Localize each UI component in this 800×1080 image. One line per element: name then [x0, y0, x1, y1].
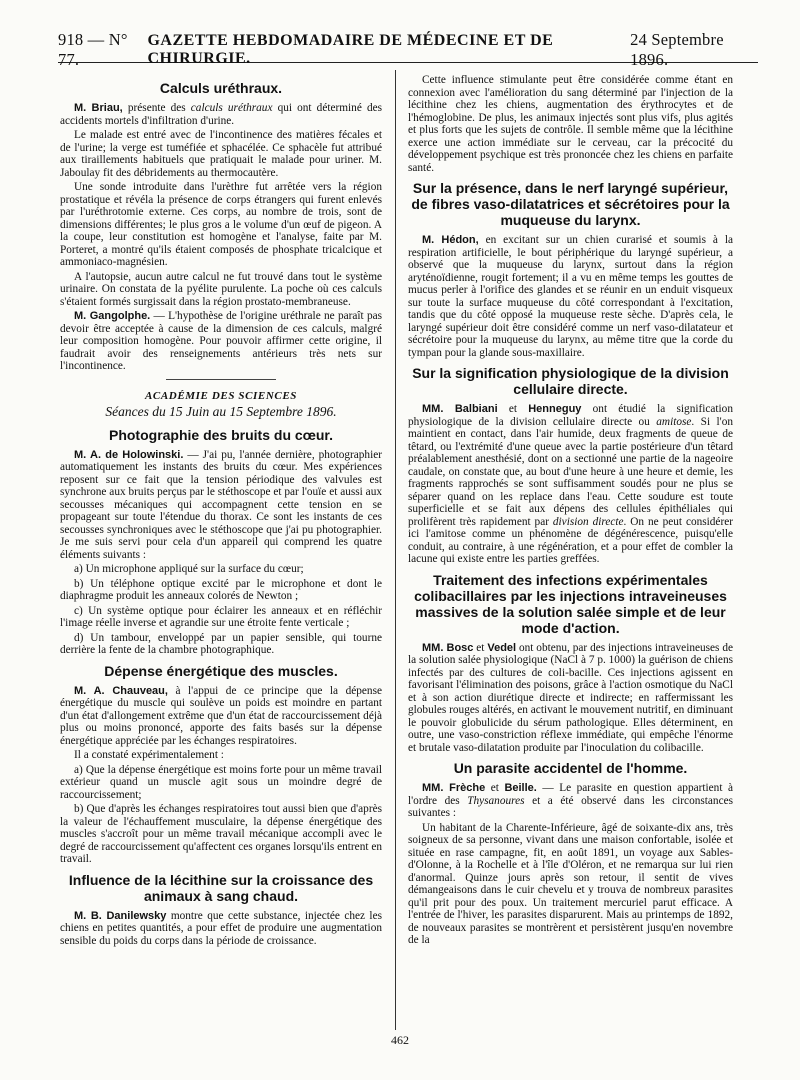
column-divider [395, 70, 396, 1030]
paragraph: Une sonde introduite dans l'urèthre fut arrêtée vers la région prostatique et révéla la présence de corps étrangers qui furent enlevés par l'uréthrotomie externe. Ces corps, au nombre de trois, sont de dimensions différentes; le plus gros a le volume d'un œuf de pigeon. A la coupe, leur constitution est homogène et l'analyse, faite par M. Porteret, a montré qu'ils étaient composés de phosphate tricalcique et ammoniaco-magnésien. [60, 181, 382, 268]
text: — L'hypothèse de l'origine uréthrale ne paraît pas devoir être acceptée à cause de la dimension de ces calculs, malgré leur composition homogène. Pour pouvoir affirmer cette origine, il faudrait avoir des renseignements antérieurs très nets sur l'incontinence. [60, 310, 383, 372]
paragraph: A l'autopsie, aucun autre calcul ne fut trouvé dans tout le système urinaire. On constata de la pyélite purulente. La poche où ces calculs s'étaient formés surgissait dans la région prostato-membraneuse. [60, 270, 382, 308]
list-item: d) Un tambour, enveloppé par un papier sensible, qui tourne derrière la fente de la chambre photographique. [60, 631, 382, 656]
paragraph [60, 310, 382, 373]
separator [166, 379, 276, 380]
section-title-division: Sur la signification physiologique de la division cellulaire directe. [412, 365, 729, 397]
academy-heading: ACADÉMIE DES SCIENCES [145, 389, 297, 402]
section-title-parasite: Un parasite accidentel de l'homme. [453, 760, 688, 776]
paragraph: Cette influence stimulante peut être considérée comme étant en connexion avec l'amélioration du sang déterminé par l'injection de la lécithine chez les chiens, augmentation des érythrocytes et de l'hémoglobine. De plus, les animaux injectés sont plus vifs, plus agités et plus forts que les sujets de contrôle. Il semble même que la lécithine exerce une action immédiate sur le cerveau, car la précocité du développement psychique est très prononcée chez les chiens en parfaite santé. [408, 74, 733, 174]
list [60, 563, 382, 657]
section-title-calculs: Calculs uréthraux. [159, 80, 283, 96]
emphasis: calculs uréthraux [190, 102, 273, 114]
paragraph [408, 782, 733, 820]
author-name: M. Gangolphe. [74, 310, 151, 322]
text: présente des [127, 102, 191, 114]
text: — J'ai pu, l'année dernière, photographier automatiquement les instants des bruits du cœur. Mes expériences reposent sur ce fait que la tension périodique des valvules est synchrone aux bruits perçus par le stéthoscope et par l'ouïe et aussi aux secousses mécaniques qui accompagnent cette tension en se propageant sur toute l'étendue du thorax. Ce sont les instants de ces secousses synchroniques avec le stéthoscope que j'ai pu photographier. Je me suis servi pour cela d'un appareil qui comprend les quatre éléments suivants : [60, 448, 382, 561]
text: montre que cette substance, injectée chez les chiens en petites quantités, a pour effet de produire une augmentation sensible du poids du corps dans la période de croissance. [60, 909, 382, 947]
text: et [473, 641, 488, 654]
emphasis: amitose [656, 415, 692, 428]
paragraph [60, 102, 382, 127]
text: à l'appui de ce principe que la dépense énergétique du muscle qui soulève un poids est moindre en partant d'un état d'allongement extrême que d'un état de raccourcissement déjà plus ou moins prononcé, apporte des faits basés sur la dépense énergétique appréciée par les échanges respiratoires. [60, 684, 382, 747]
section-title-photographie: Photographie des bruits du cœur. [108, 426, 333, 443]
author-name: MM. Frèche [422, 782, 486, 794]
list-item: b) Un téléphone optique excité par le microphone et dont le diaphragme produit les anneaux colorés de Newton ; [60, 577, 382, 602]
right-column [408, 74, 733, 949]
paragraph: Il a constaté expérimentalement : [74, 749, 224, 761]
list-item: b) Que d'après les échanges respiratoires tout aussi bien que d'après la valeur de l'échauffement musculaire, la dépense énergétique des muscles s'accroît pour un même travail mécanique accompli avec le degré de raccourcissement qu'affectent ces organes lorsqu'ils entrent en travail. [60, 803, 382, 865]
text: — Le parasite en question appartient à l'ordre des [408, 782, 733, 807]
text: et [485, 782, 505, 794]
text: ont obtenu, par des injections intraveineuses de la solution salée physiologique (NaCl à 7 p. 1000) la guérison de chiens infectés par des cultures de coli-bacille. Ces injections agissent en favorisant l'élimination des poisons, grâce à l'action osmotique du NaCl et à son action diurétique directe et indirecte; en raffermissant les globules rouges altérés, en activant le mouvement nutritif, en diminuant le pouvoir globulicide du sérum pathologique. Elles déterminent, en outre, une vaso-constriction réflexe immédiate, qui empêche l'énorme et brutale vaso-dilatation produite par l'inoculation du colibacille. [408, 641, 733, 754]
paragraph [60, 449, 382, 562]
author-name: Beille. [504, 782, 537, 794]
paragraph [60, 910, 382, 948]
author-name: Vedel [487, 641, 517, 654]
text: . Si l'on maintient en contact, dans l'air humide, deux fragments de queue de têtard, ou l'extrémité d'une queue avec la partie postérieure d'un têtard préalablement anesthésié, dont on a sectionné une partie de la nageoire caudale, on constate que, au bout d'une heure à une heure et demie, les fragments rapprochés se sont suffisamment soudés pour ne plus se séparer quand on les replace dans l'eau. Cette soudure est toute superficielle et se fait aux dépens des cellules épithéliales qui prolifèrent très rapidement par [408, 415, 733, 528]
paragraph [408, 403, 733, 566]
header-page-issue: 918 — N° 77. [58, 30, 128, 69]
emphasis: division directe [552, 515, 624, 528]
text: en excitant sur un chien curarisé et soumis à la respiration artificielle, le bout périphérique du laryngé supérieur, a observé que la muqueuse du larynx, surtout dans la région aryténoïdienne, rougit fortement; il a vu en même temps les gouttes de mucus perler à l'orifice des glandes et se réunir en un enduit visqueux sur toute la surface muqueuse du côté correspondant à l'excitation, tandis que du côté opposé la muqueuse reste sèche. D'après cela, le laryngé supérieur doit être considéré comme un nerf vaso-dilatateur et sécrétoire pour la muqueuse du larynx, au même titre que la corde du tympan pour la glande sous-maxillaire. [408, 234, 733, 359]
list-item: a) Un microphone appliqué sur la surface du cœur; [74, 563, 304, 575]
page-number: 462 [391, 1033, 409, 1047]
section-title-larynge: Sur la présence, dans le nerf laryngé supérieur, de fibres vaso-dilatatrices et sécrétoires pour la muqueuse du larynx. [411, 180, 730, 228]
list [60, 764, 382, 866]
text: et a été observé dans les circonstances suivantes : [408, 794, 733, 819]
paragraph: Un habitant de la Charente-Inférieure, âgé de soixante-dix ans, très soigneux de sa personne, vivant dans une maison confortable, isolée et située en rase campagne, fit, en août 1891, un voyage aux Sables-d'Olonne, à la Rochelle et à l'île d'Oléron, et ne remarqua sur lui rien d'anormal. Quinze jours après son retour, il sentit de vives démangeaisons dans le cuir chevelu et y trouva de nombreux parasites qu'il prit pour des poux. Un traitement mercuriel parut efficace. A l'entrée de l'hiver, les parasites disparurent. Mais au printemps de 1892, de nouveaux parasites se montrèrent et persistèrent jusqu'en novembre de la [408, 821, 733, 946]
header-date: 24 Septembre 1896. [630, 30, 724, 69]
emphasis: Thysanoures [467, 794, 525, 807]
author-name: Henneguy [528, 403, 582, 415]
running-header [58, 30, 758, 69]
section-title-lecithine: Influence de la lécithine sur la croissance des animaux à sang chaud. [68, 871, 374, 904]
list-item: c) Un système optique pour éclairer les anneaux et en réfléchir l'image réelle inverse et agrandie sur une étroite fente verticale ; [60, 604, 382, 629]
author-name: MM. Bosc [422, 641, 474, 654]
text: . On ne peut considérer ici l'amitose comme un phénomène de dégénérescence, puisqu'elle conduit, au contraire, à une régénération, et a pour effet de combler la lacune qui existe entre les parties greffées. [408, 515, 733, 565]
paragraph: Le malade est entré avec de l'incontinence des matières fécales et de l'urine; la verge est tuméfiée et sphacélée. Ce sphacèle fut attribué aux tiraillements habituels que pratiquait le malade pour uriner. M. Jaboulay fit des débridements au thermocautère. [60, 129, 382, 179]
author-name: M. Briau, [74, 102, 123, 114]
text: qui ont déterminé des accidents mortels d'infiltration d'urine. [60, 102, 383, 127]
paragraph [60, 685, 382, 748]
left-column [60, 74, 382, 949]
list-item: a) Que la dépense énergétique est moins forte pour un même travail extérieur quand un muscle agit sous un moindre degré de raccourcissement; [60, 763, 382, 801]
paragraph [408, 234, 733, 359]
author-name: M. B. Danilewsky [74, 909, 167, 922]
paragraph [408, 642, 733, 755]
text: et [497, 403, 529, 415]
author-name: M. A. Chauveau, [74, 684, 168, 697]
section-title-traitement: Traitement des infections expérimentales colibacillaires par les injections intraveineuses massives de la solution salée simple et de leur mode d'action. [414, 571, 727, 636]
journal-title: GAZETTE HEBDOMADAIRE DE MÉDECINE ET DE CHIRURGIE. [147, 32, 554, 67]
section-title-depense: Dépense énergétique des muscles. [104, 662, 338, 679]
sessions-heading: Séances du 15 Juin au 15 Septembre 1896. [105, 404, 337, 419]
author-name: M. Hédon, [422, 234, 479, 246]
author-name: M. A. de Holowinski. [74, 448, 184, 461]
author-name: MM. Balbiani [422, 403, 498, 415]
text: ont étudié la signification physiologique de la division cellulaire directe ou [408, 403, 733, 428]
